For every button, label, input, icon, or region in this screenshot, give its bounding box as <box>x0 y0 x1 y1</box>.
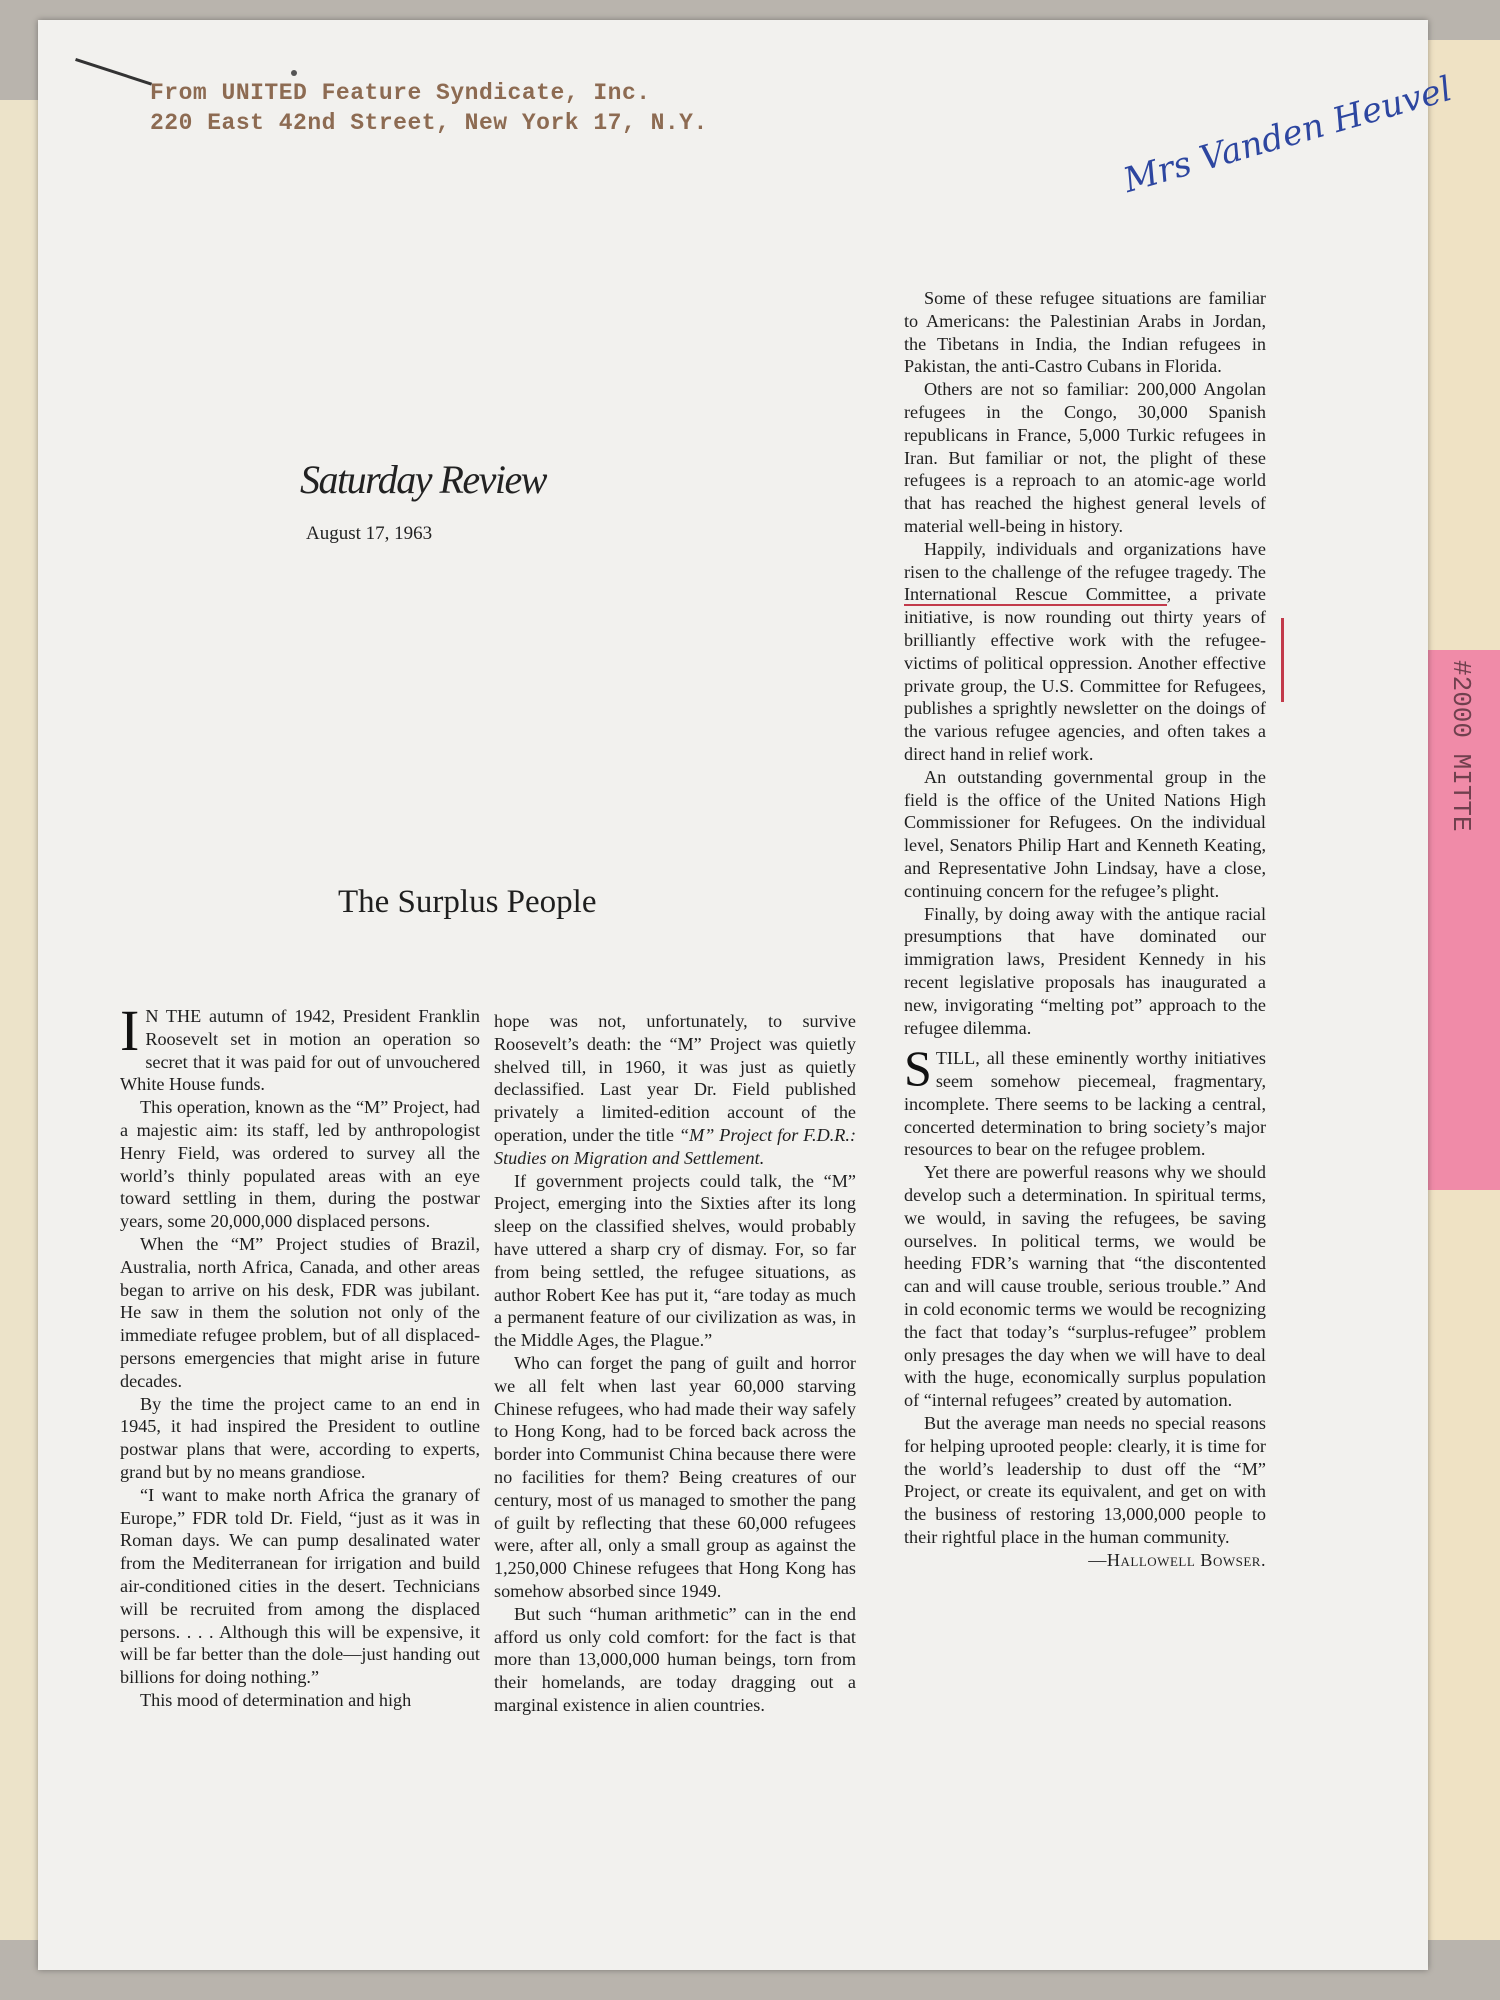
ink-dot <box>291 70 297 76</box>
publication-date: August 17, 1963 <box>306 523 433 544</box>
paragraph: I N THE autumn of 1942, President Franklin Roosevelt set in motion an operation so secret that it was paid for out of unvouchered White House funds. <box>120 998 480 1095</box>
article-title: The Surplus People <box>338 884 597 920</box>
book-title: “M” Project for F.D.R.: Studies on Migration and Settlement. <box>494 1124 856 1168</box>
paragraph: This operation, known as the “M” Project, had a majestic aim: its staff, led by anthropologist Henry Field, was ordered to survey all the world’s thinly populated areas with an eye toward settling in them, during the postwar years, some 20,000,000 displaced persons. <box>120 1097 480 1232</box>
paragraph: But such “human arithmetic” can in the end afford us only cold comfort: for the fact is that more than 13,000,000 human beings, torn from their homelands, are today dragging out a marginal existence in alien countries. <box>494 1603 856 1715</box>
paragraph: Finally, by doing away with the antique racial presumptions that have dominated our immigration laws, President Kennedy in his recent legislative proposals has inaugurated a new, invigorating “melting pot” approach to the refugee dilemma. <box>904 903 1266 1038</box>
paragraph: This mood of determination and high <box>140 1689 412 1710</box>
folder-tab-label: #2000 MITTE <box>1446 660 1476 832</box>
paragraph: By the time the project came to an end in 1945, it had inspired the President to outline postwar plans that were, according to experts, grand but by no means grandiose. <box>120 1393 480 1482</box>
paragraph: Who can forget the pang of guilt and horror we all felt when last year 60,000 starving Chinese refugees, who had made their way safely to Hong Kong, had to be forced back across the border into Communist China because there were no facilities for them? Being creatures of our century, most of us managed to smother the pang of guilt by reflecting that these 60,000 refugees were, after all, only a small group as against the 1,250,000 Chinese refugees that Hong Kong has somehow absorbed since 1949. <box>494 1352 856 1601</box>
paragraph: Others are not so familiar: 200,000 Angolan refugees in the Congo, 30,000 Spanish republicans in France, 5,000 Turkic refugees in Iran. But familiar or not, the plight of these refugees is a reproach to an atomic-age world that has reached the highest general levels of material well-being in history. <box>904 379 1266 536</box>
paragraph: Yet there are powerful reasons why we should develop such a determination. In spiritual terms, we would, in saving the refugees, be saving ourselves. In political terms, we would be heeding FDR’s warning that “the discontented can and will cause trouble, serious trouble.” And in cold economic terms we would be recognizing the fact that today’s “surplus-refugee” problem only presages the day when we will have to deal with the huge, economically surplus population of “internal refugees” created by automation. <box>904 1162 1266 1411</box>
byline: —Hallowell Bowser. <box>1088 1549 1266 1570</box>
drop-cap: S <box>904 1040 932 1097</box>
underlined-organization: International Rescue Committee <box>904 584 1167 605</box>
paragraph: When the “M” Project studies of Brazil, Australia, north Africa, Canada, and other areas began to arrive on his desk, FDR was jubilant. He saw in them the solution not only of the immediate refugee problem, but of all displaced-persons emergencies that might arise in future decades. <box>120 1233 480 1391</box>
publication-name: Saturday Review <box>300 457 546 502</box>
underlying-page <box>0 100 40 1940</box>
corner-mark <box>75 58 152 86</box>
margin-annotation <box>1281 618 1284 702</box>
drop-cap: I <box>120 998 140 1063</box>
article-column-2 <box>494 1010 856 1717</box>
stamp-line-1: From UNITED Feature Syndicate, Inc. <box>150 80 651 106</box>
paragraph: “I want to make north Africa the granary of Europe,” FDR told Dr. Field, “just as it was in Roman days. We can pump desalinated water from the Mediterranean for irrigation and build air-conditioned cities in the desert. Technicians will be recruited from among the displaced persons. . . . Although this will be expensive, it will be far better than the dole—just handing out billions for doing nothing.” <box>120 1484 480 1688</box>
paragraph: STILL, all these eminently worthy initiatives seem somehow piecemeal, fragmentary, incomplete. There seems to be lacking a central, concerted determination to bring society’s major resources to bear on the refugee problem. <box>904 1040 1266 1160</box>
syndicate-stamp <box>150 78 708 138</box>
paragraph: If government projects could talk, the “M” Project, emerging into the Sixties after its long sleep on the classified shelves, would probably have uttered a sharp cry of dismay. For, so far from being settled, the refugee situations, as author Robert Kee has put it, “are today as much a permanent feature of our civilization as was, in the Middle Ages, the Plague.” <box>494 1170 856 1351</box>
article-column-3 <box>904 287 1266 1572</box>
stamp-line-2: 220 East 42nd Street, New York 17, N.Y. <box>150 110 708 136</box>
article-column-1 <box>120 998 480 1712</box>
paragraph: An outstanding governmental group in the field is the office of the United Nations High Commissioner for Refugees. On the individual level, Senators Philip Hart and Kenneth Keating, and Representative John Lindsay, have a close, continuing concern for the refugee’s plight. <box>904 766 1266 901</box>
document-page <box>38 20 1457 1970</box>
paragraph: But the average man needs no special reasons for helping uprooted people: clearly, it is time for the world’s leadership to dust off the “M” Project, or create its equivalent, and get on with the business of restoring 13,000,000 people to their rightful place in the human community. <box>904 1413 1266 1548</box>
paragraph: Some of these refugee situations are familiar to Americans: the Palestinian Arabs in Jordan, the Tibetans in India, the Indian refugees in Pakistan, the anti-Castro Cubans in Florida. <box>904 288 1266 377</box>
paragraph: Happily, individuals and organizations have risen to the challenge of the refugee tragedy. The International Rescue Committee, a private initiative, is now rounding out thirty years of brilliantly effective work with the refugee-victims of political oppression. Another effective private group, the U.S. Committee for Refugees, publishes a sprightly newsletter on the doings of the various refugee agencies, and often takes a direct hand in relief work. <box>904 538 1266 764</box>
handwritten-signature: Mrs Vanden Heuvel <box>1119 69 1457 201</box>
paragraph: hope was not, unfortunately, to survive Roosevelt’s death: the “M” Project was quietly shelved till, in 1960, it was just as quietly declassified. Last year Dr. Field published privately a limited-edition account of the operation, under the title “M” Project for F.D.R.: Studies on Migration and Settlement. <box>494 1011 856 1168</box>
